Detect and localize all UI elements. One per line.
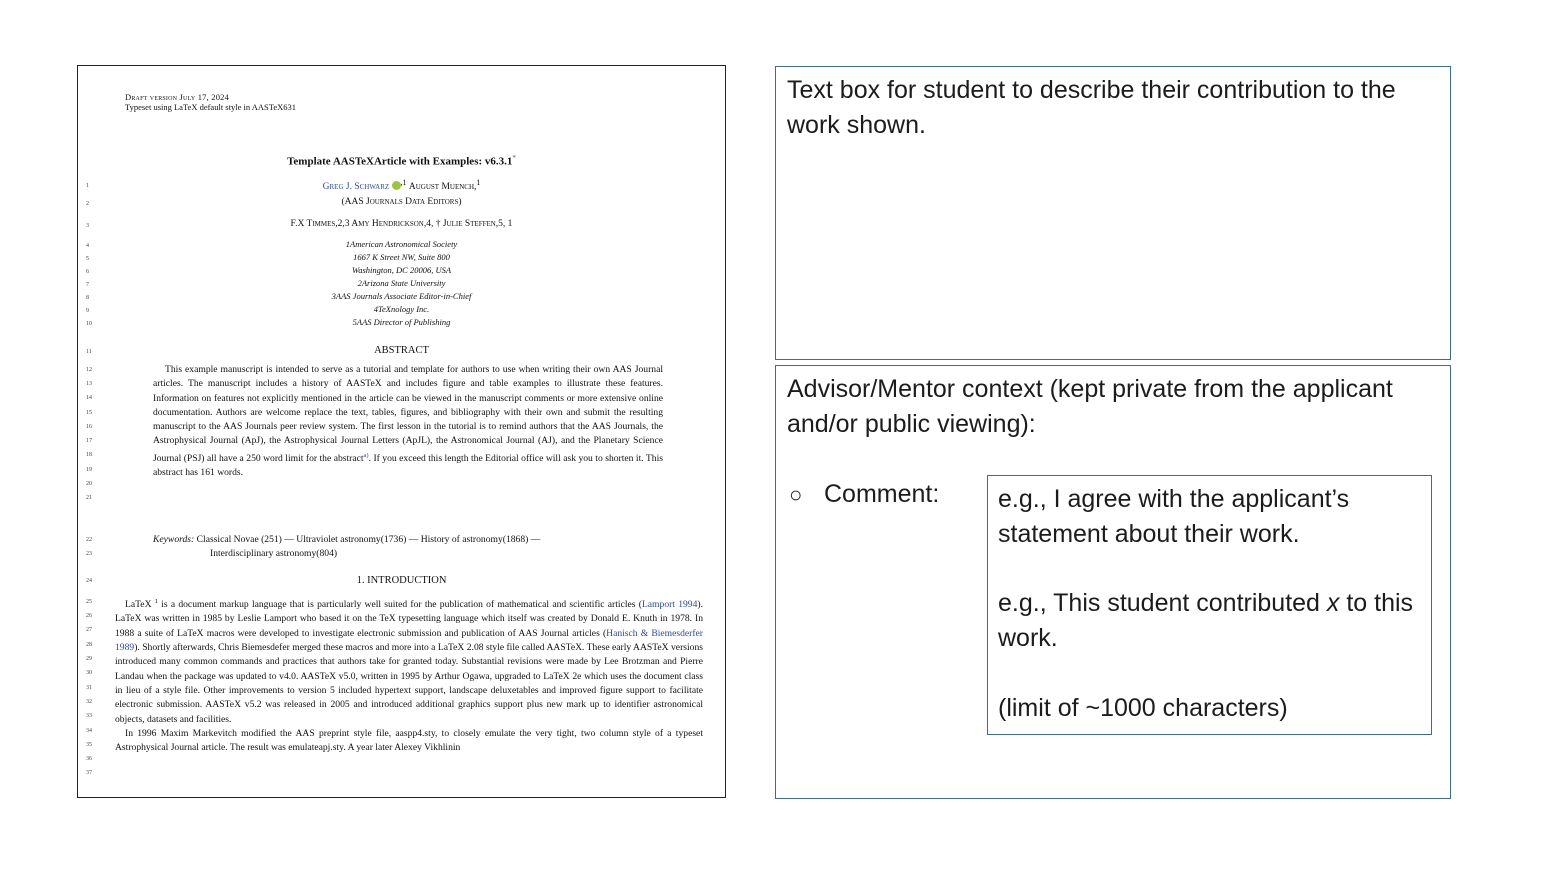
comment-limit-note: (limit of ~1000 characters) (998, 694, 1288, 722)
affiliation: 3AAS Journals Associate Editor-in-Chief (331, 291, 472, 301)
abstract-body (153, 363, 663, 481)
comment-example-1: e.g., I agree with the applicant’s statement about their work. (998, 485, 1350, 548)
line-number: 19 (86, 467, 92, 473)
comment-example-2 (998, 586, 1428, 656)
line-number: 29 (86, 656, 92, 662)
comment-label: Comment: (824, 480, 940, 508)
intro-paragraph-2: In 1996 Maxim Markevitch modified the AAS preprint style file, aaspp4.sty, to closely emulate the very tight, two column style of a typeset Astrophysical Journal article. The result was emulateapj.sty. A year later Alexey Vikhlinin (115, 727, 703, 754)
line-number: 27 (86, 627, 92, 633)
keywords-line-2: Interdisciplinary astronomy(804) (210, 548, 338, 559)
line-number: 11 (86, 349, 92, 355)
intro-footnote: 1 (154, 598, 158, 605)
line-number: 24 (86, 578, 92, 584)
author-line-1 (78, 178, 725, 192)
comment-example-2-a: e.g., This student contributed (998, 589, 1327, 617)
intro-latex: LaTeX (125, 599, 152, 611)
line-number: 23 (86, 551, 92, 557)
citation-link[interactable]: Hanisch & Biemesderfer 1989 (115, 627, 703, 654)
line-number: 37 (86, 770, 92, 776)
line-number: 16 (86, 424, 92, 430)
advisor-context-box (775, 365, 1451, 799)
line-number: 5 (86, 256, 89, 262)
line-number: 3 (86, 223, 89, 229)
line-number: 1 (86, 183, 89, 189)
affiliation: 2Arizona State University (357, 278, 446, 288)
line-number: 7 (86, 282, 89, 288)
bullet-icon: ○ (789, 482, 803, 507)
line-number: 18 (86, 452, 92, 458)
line-number: 35 (86, 742, 92, 748)
line-number: 14 (86, 395, 92, 401)
title-footnote-mark: * (512, 154, 516, 162)
draft-header (125, 92, 296, 112)
line-number: 28 (86, 642, 92, 648)
intro-paragraph-1 (115, 595, 703, 727)
keywords-line-1: Classical Novae (251) — Ultraviolet astronomy(1736) — History of astronomy(1868) — (196, 534, 541, 545)
orcid-icon[interactable] (392, 181, 401, 190)
line-number: 15 (86, 410, 92, 416)
author-muench-sup: 1 (476, 178, 481, 187)
abstract-tail: . If you exceed this length the Editorial office will ask you to shorten it. This abstract has 161 words. (153, 452, 663, 479)
line-number: 36 (86, 756, 92, 762)
paper-title (78, 154, 725, 168)
comment-example-2-x: x (1326, 589, 1340, 617)
intro-text: ). Shortly afterwards, Chris Biemesdefer merged these macros and more into a LaTeX 2.08 style file called AASTeX. These early AASTeX versions introduced many common commands and practices that authors take for granted today. Substantial revisions were made by Lee Brotzman and Pierre Landau when the package was updated to v4.0. AASTeX v5.0, written in 1995 by Arthur Ogawa, upgraded to LaTeX 2e which uses the document class in lieu of a style file. Other improvements to version 5 included hypertext support, landscape deluxetables and improved figure support to facilitate electronic submission. AASTeX v5.2 was released in 2005 and introduced additional graphics support plus new mark up to identifier astronomical objects, datasets and facilities. (115, 642, 703, 725)
abstract-footnote[interactable]: a) (363, 451, 369, 459)
line-number: 22 (86, 537, 92, 543)
comment-field[interactable] (987, 475, 1432, 735)
line-number: 32 (86, 699, 92, 705)
author-schwarz-sup: ,1 (400, 178, 407, 187)
line-number: 21 (86, 495, 92, 501)
line-number: 10 (86, 321, 92, 327)
line-number: 12 (86, 367, 92, 373)
advisor-heading: Advisor/Mentor context (kept private from the applicant and/or public viewing): (787, 375, 1393, 438)
line-number: 25 (86, 599, 92, 605)
affiliation: 5AAS Director of Publishing (352, 317, 451, 327)
line-number: 33 (86, 713, 92, 719)
affiliation: 1American Astronomical Society (345, 239, 458, 249)
intro-text: ). LaTeX was written in 1985 by Leslie Lamport who based it on the TeX typesetting language which itself was created by Donald E. Knuth in 1978. In 1988 a suite of LaTeX macros were developed to investigate electronic submission and publication of AAS Journal articles ( (115, 599, 703, 639)
affiliation: 1667 K Street NW, Suite 800 (353, 252, 450, 262)
line-number: 8 (86, 295, 89, 301)
abstract-heading: ABSTRACT (374, 345, 429, 356)
affiliation: Washington, DC 20006, USA (351, 265, 452, 275)
line-number: 20 (86, 481, 92, 487)
author-schwarz[interactable]: Greg J. Schwarz (322, 182, 390, 193)
draft-version: Draft version July 17, 2024 (125, 92, 230, 102)
intro-heading: 1. INTRODUCTION (356, 575, 447, 586)
line-number: 6 (86, 269, 89, 275)
line-number: 13 (86, 381, 92, 387)
line-number: 9 (86, 308, 89, 314)
typeset-note: Typeset using LaTeX default style in AASTeX631 (125, 102, 297, 112)
abstract-text: This example manuscript is intended to serve as a tutorial and template for authors to use when writing their own AAS Journal articles. The manuscript includes a history of AASTeX and includes figure and table examples to illustrate these features. Information on features not explicitly mentioned in the article can be viewed in the manuscript comments or more extensive online documentation. Authors are welcome replace the text, tables, figures, and bibliography with their own and submit the resulting manuscript to the AAS Journals peer review system. The first lesson in the tutorial is to remind authors that the AAS Journals, the Astrophysical Journal (ApJ), the Astrophysical Journal Letters (ApJL), the Astronomical Journal (AJ), and the Planetary Science Journal (PSJ) all have a 250 word limit for the abstract (153, 364, 663, 464)
keywords-label: Keywords: (153, 534, 195, 545)
line-number: 4 (86, 243, 89, 249)
line-number: 30 (86, 670, 92, 676)
data-editors: (AAS Journals Data Editors) (341, 197, 462, 207)
line-number: 26 (86, 613, 92, 619)
paper-title-text: Template AASTeXArticle with Examples: v6.3.1 (287, 155, 513, 168)
citation-link[interactable]: Lamport 1994 (641, 599, 698, 611)
author-muench: August Muench, (408, 182, 477, 193)
affiliation: 4TeXnology Inc. (373, 304, 430, 314)
line-number: 31 (86, 685, 92, 691)
comment-example-2-b: to this work. (998, 589, 1414, 652)
line-number: 17 (86, 438, 92, 444)
intro-body (115, 595, 703, 755)
intro-text: is a document markup language that is particularly well suited for the publication of mathematical and scientific articles ( (157, 599, 642, 611)
line-number: 34 (86, 728, 92, 734)
keywords (153, 533, 663, 561)
student-contribution-box[interactable] (775, 66, 1451, 360)
paper-preview (77, 65, 726, 798)
line-number: 2 (86, 201, 89, 207)
student-box-prompt: Text box for student to describe their contribution to the work shown. (787, 76, 1396, 139)
author-line-2: F.X Timmes,2,3 Amy Hendrickson,4, † Julie Steffen,5, 1 (290, 219, 513, 229)
